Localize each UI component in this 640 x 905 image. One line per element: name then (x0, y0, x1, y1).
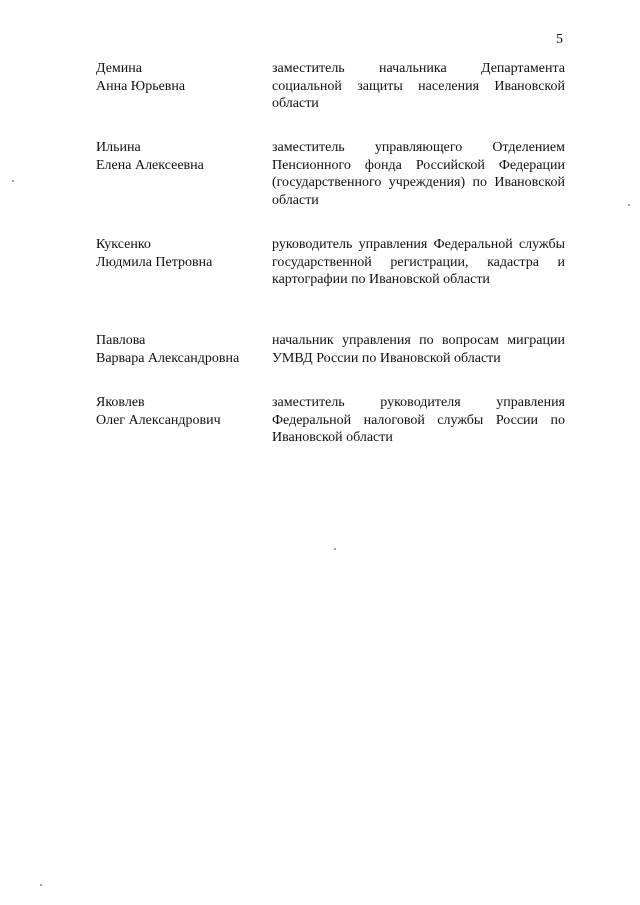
member-position: руководитель управления Федеральной службы государственной регистрации, кадастра и картографии по Ивановской области (272, 237, 565, 287)
member-name (96, 332, 266, 367)
scan-speck (334, 548, 336, 550)
member-name (96, 60, 266, 95)
scan-speck (40, 884, 42, 886)
member-given-name: Анна Юрьевна (96, 78, 186, 94)
scan-speck (628, 204, 630, 206)
member-given-name: Елена Алексеевна (96, 157, 204, 173)
scan-speck (12, 180, 14, 182)
member-position: заместитель управляющего Отделением Пенсионного фонда Российской Федерации (государственного учреждения) по Ивановской области (272, 140, 565, 208)
member-surname: Павлова (96, 333, 146, 348)
member-position: заместитель руководителя управления Федеральной налоговой службы России по Ивановской области (272, 395, 565, 445)
member-position: начальник управления по вопросам миграции УМВД России по Ивановской области (272, 333, 565, 366)
member-given-name: Олег Александрович (96, 412, 221, 428)
member-name (96, 139, 266, 174)
member-surname: Яковлев (96, 395, 145, 410)
member-surname: Куксенко (96, 237, 151, 252)
member-given-name: Людмила Петровна (96, 254, 213, 270)
member-position: заместитель начальника Департамента социальной защиты населения Ивановской области (272, 61, 565, 111)
member-surname: Ильина (96, 140, 141, 155)
member-name (96, 236, 266, 271)
member-surname: Демина (96, 61, 142, 76)
page-number: 5 (556, 32, 563, 47)
member-name (96, 394, 266, 429)
member-given-name: Варвара Александровна (96, 350, 240, 366)
